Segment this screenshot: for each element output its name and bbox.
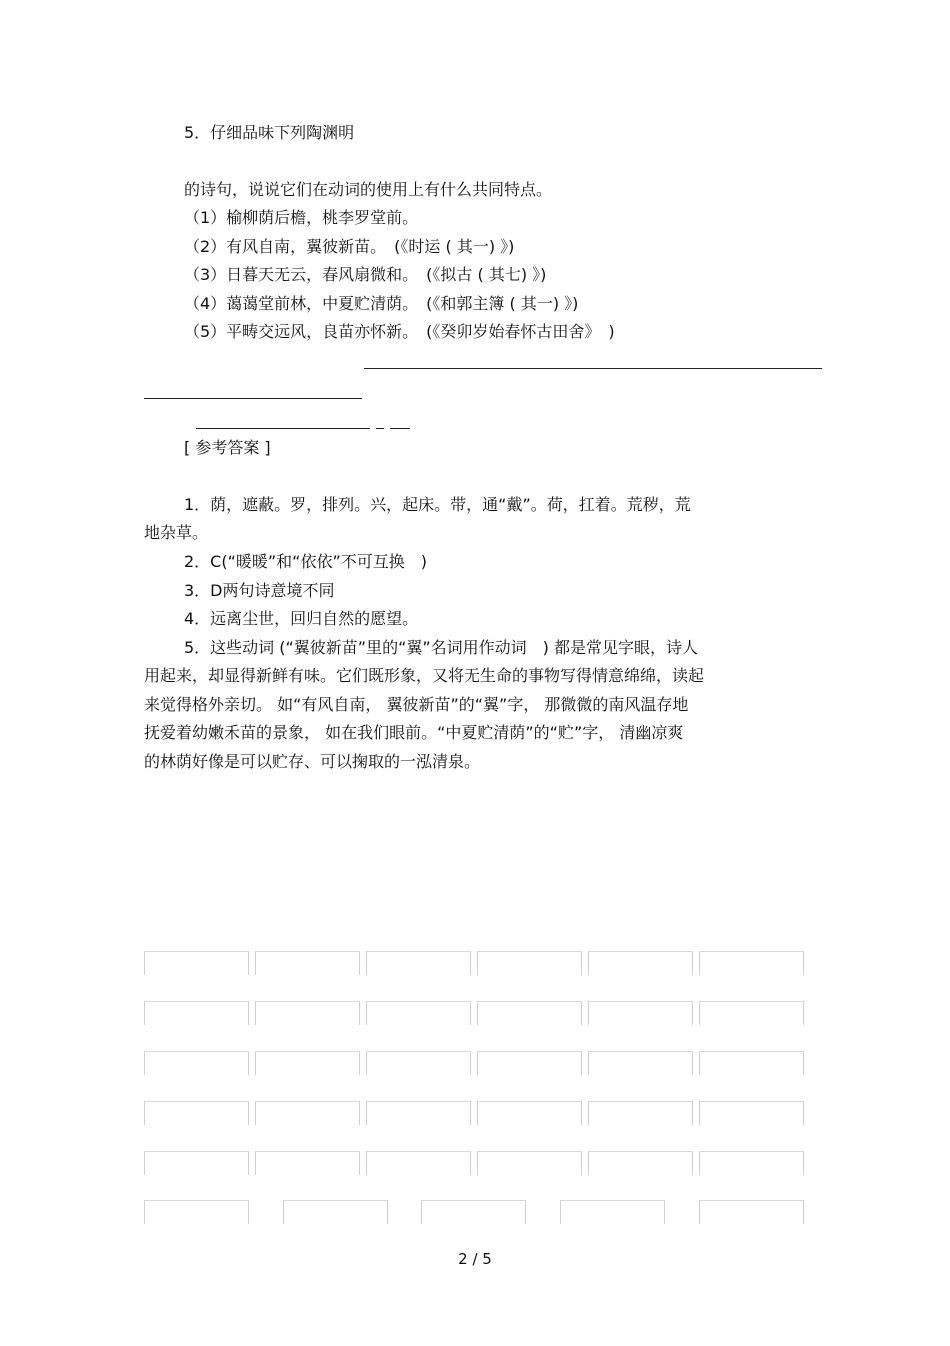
answers-heading: [ 参考答案 ] <box>184 438 271 457</box>
grid-box <box>477 1001 582 1025</box>
grid-box <box>588 1001 693 1025</box>
grid-box <box>477 1101 582 1125</box>
grid-box <box>588 1101 693 1125</box>
grid-box <box>255 1101 360 1125</box>
grid-box <box>144 1200 249 1224</box>
grid-box <box>366 1001 471 1025</box>
grid-box <box>366 951 471 975</box>
answer-5-line-1: 5．这些动词 (“翼彼新苗”里的“翼”名词用作动词 ) 都是常见字眼，诗人 <box>184 638 698 657</box>
answer-3: 3．D两句诗意境不同 <box>184 581 335 600</box>
poem-line-3: （3）日暮天无云，春风扇微和。 (《拟古 ( 其七) 》) <box>184 265 547 284</box>
answer-1-line-1: 1．荫，遮蔽。罗，排列。兴，起床。带，通“戴”。荷，扛着。荒秽，荒 <box>184 495 691 514</box>
grid-box <box>699 1001 804 1025</box>
grid-box <box>255 951 360 975</box>
grid-box <box>699 1051 804 1075</box>
question-5-prompt: 的诗句，说说它们在动词的使用上有什么共同特点。 <box>184 180 553 199</box>
grid-box <box>477 1051 582 1075</box>
grid-box <box>144 1001 249 1025</box>
grid-box <box>366 1151 471 1175</box>
poem-line-5: （5）平畴交远风，良苗亦怀新。 (《癸卯岁始春怀古田舍》 ) <box>184 322 615 341</box>
grid-box <box>255 1051 360 1075</box>
answer-line-2 <box>144 398 362 399</box>
grid-box <box>699 1101 804 1125</box>
poem-line-1: （1）榆柳荫后檐，桃李罗堂前。 <box>184 208 419 227</box>
grid-box <box>588 1151 693 1175</box>
answer-2: 2．C(“暖暖”和“依依”不可互换 ) <box>184 552 427 571</box>
grid-box <box>588 1051 693 1075</box>
answer-line-1 <box>364 368 822 369</box>
answer-5-line-4: 抚爱着幼嫩禾苗的景象， 如在我们眼前。“中夏贮清荫”的“贮”字， 清幽凉爽 <box>144 723 684 742</box>
poem-line-4: （4）蔼蔼堂前林，中夏贮清荫。 (《和郭主簿 ( 其一) 》) <box>184 294 579 313</box>
page-number: 2 / 5 <box>458 1250 492 1268</box>
grid-box <box>477 1151 582 1175</box>
answer-line-4 <box>390 428 410 429</box>
grid-box <box>144 1151 249 1175</box>
grid-box <box>366 1051 471 1075</box>
grid-box <box>366 1101 471 1125</box>
grid-box <box>144 1051 249 1075</box>
grid-box <box>477 951 582 975</box>
answer-4: 4．远离尘世，回归自然的愿望。 <box>184 609 419 628</box>
grid-box <box>699 1200 804 1224</box>
answer-5-line-5: 的林荫好像是可以贮存、可以掬取的一泓清泉。 <box>144 752 481 771</box>
grid-box <box>421 1200 526 1224</box>
grid-box <box>144 951 249 975</box>
question-5-title: 5．仔细品味下列陶渊明 <box>184 123 355 142</box>
answer-5-line-2: 用起来，却显得新鲜有味。它们既形象，又将无生命的事物写得情意绵绵，读起 <box>144 666 705 685</box>
answer-line-dash <box>376 428 384 429</box>
grid-box <box>699 1151 804 1175</box>
grid-box <box>588 951 693 975</box>
answer-line-3 <box>196 428 370 429</box>
poem-line-2: （2）有风自南，翼彼新苗。 (《时运 ( 其一) 》) <box>184 237 515 256</box>
answer-5-line-3: 来觉得格外亲切。 如“有风自南， 翼彼新苗”的“翼”字， 那微微的南风温存地 <box>144 695 689 714</box>
grid-box <box>560 1200 665 1224</box>
grid-box <box>699 951 804 975</box>
answer-1-line-2: 地杂草。 <box>144 523 209 542</box>
grid-box <box>144 1101 249 1125</box>
grid-box <box>283 1200 388 1224</box>
grid-box <box>255 1001 360 1025</box>
grid-box <box>255 1151 360 1175</box>
